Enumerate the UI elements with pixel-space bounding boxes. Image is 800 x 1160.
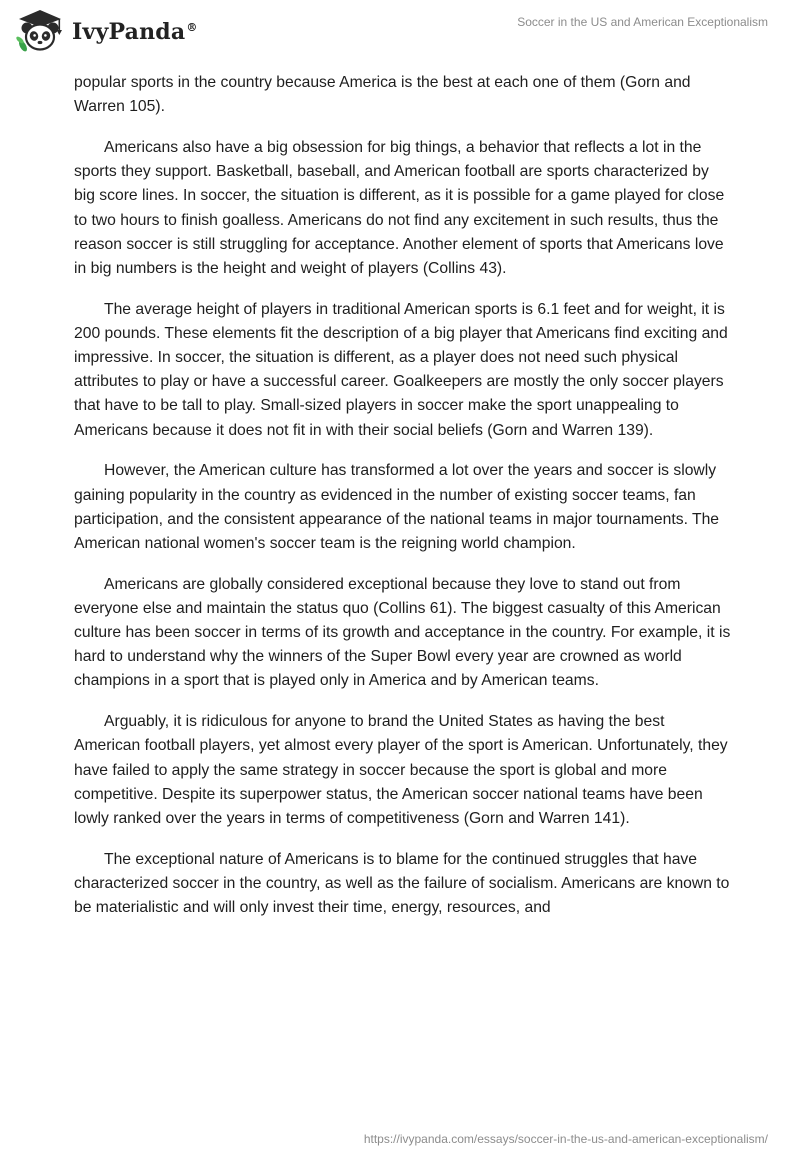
page-header <box>0 0 800 70</box>
paragraph: Americans also have a big obsession for big things, a behavior that reflects a lot in the sports they support. Basketball, baseball, and American football are sports characterized by big score lines. In soccer, the situation is different, as it is possible for a game played for close to two hours to finish goalless. Americans do not find any excitement in such results, thus the reason soccer is still struggling for acceptance. Another element of sports that Americans love in big numbers is the height and weight of players (Collins 43). <box>74 138 725 277</box>
paragraph: popular sports in the country because America is the best at each one of them (Gorn and Warren 105). <box>74 74 691 116</box>
paragraph: The exceptional nature of Americans is to blame for the continued struggles that have characterized soccer in the country, as well as the failure of socialism. Americans are known to be materialistic and will only invest their time, energy, resources, and <box>74 850 730 917</box>
paragraph: Arguably, it is ridiculous for anyone to brand the United States as having the best American football players, yet almost every player of the sport is American. Unfortunately, they have failed to apply the same strategy in soccer because the sport is global and more competitive. Despite its superpower status, the American soccer national teams have been lowly ranked over the years in terms of competitiveness (Gorn and Warren 141). <box>74 713 728 827</box>
document-title: Soccer in the US and American Exceptionalism <box>517 15 768 29</box>
panda-graduate-logo-icon <box>14 6 66 58</box>
essay-body <box>74 71 734 937</box>
brand-name: IvyPanda® <box>72 19 198 45</box>
ivypanda-logo[interactable] <box>14 6 198 58</box>
paragraph: Americans are globally considered exceptional because they love to stand out from everyone else and maintain the status quo (Collins 61). The biggest casualty of this American culture has been soccer in terms of its growth and acceptance in the country. For example, it is hard to understand why the winners of the Super Bowl every year are crowned as world champions in a sport that is played only in America and by American teams. <box>74 575 731 690</box>
source-url[interactable]: https://ivypanda.com/essays/soccer-in-the-us-and-american-exceptionalism/ <box>363 1132 768 1146</box>
paragraph: The average height of players in traditional American sports is 6.1 feet and for weight, it is 200 pounds. These elements fit the description of a big player that Americans find exciting and impressive. In soccer, the situation is different, as a player does not need such physical attributes to play or have a successful career. Goalkeepers are mostly the only soccer players that have to be tall to play. Small-sized players in soccer make the sport unappealing to Americans because it does not fit in with their social beliefs (Gorn and Warren 139). <box>74 300 728 439</box>
paragraph: However, the American culture has transformed a lot over the years and soccer is slowly gaining popularity in the country as evidenced in the number of existing soccer teams, fan participation, and the consistent appearance of the national teams in major tournaments. The American national women's soccer team is the reigning world champion. <box>74 462 720 552</box>
